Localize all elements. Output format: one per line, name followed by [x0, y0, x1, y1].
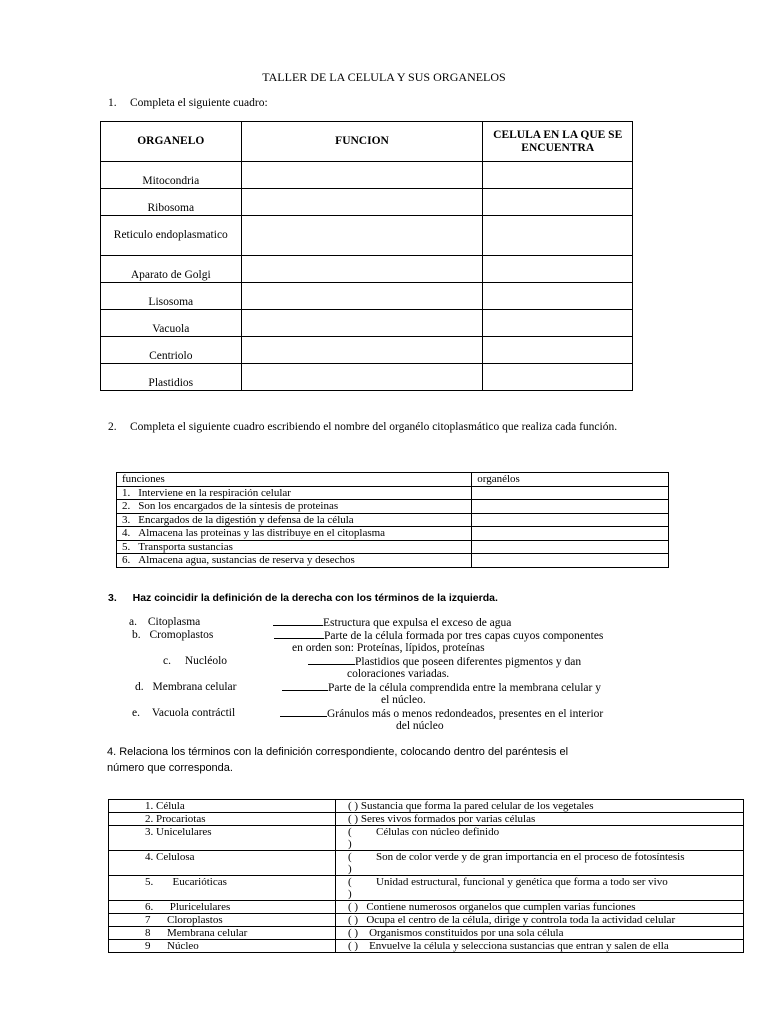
row-text: Transporta sustancias [138, 540, 233, 553]
cell-type-cell[interactable] [483, 162, 633, 189]
term-cell: 5. Eucarióticas [109, 876, 336, 901]
question-2 [108, 421, 660, 434]
function-row [117, 486, 472, 500]
definition-cell [336, 826, 744, 851]
question-1 [108, 97, 664, 110]
definition-cell [336, 927, 744, 940]
match-item-a [129, 616, 200, 629]
organelle-answer-cell[interactable] [472, 527, 669, 541]
function-row [117, 500, 472, 514]
organelle-answer-cell[interactable] [472, 540, 669, 554]
answer-blank[interactable] [274, 629, 324, 639]
organelle-answer-cell[interactable] [472, 486, 669, 500]
term-cell: 4. Celulosa [109, 851, 336, 876]
row-number: 2. [122, 500, 131, 512]
item-def: Parte de la célula formada por tres capas cuyos componentes [324, 630, 604, 642]
row-number: 6. [122, 554, 131, 566]
function-cell[interactable] [241, 283, 483, 310]
organelle-name: Mitocondria [101, 162, 242, 189]
organelle-answer-cell[interactable] [472, 500, 669, 514]
definition-text: Ocupa el centro de la célula, dirige y controla toda la actividad celular [366, 914, 676, 926]
answer-paren-close: ) [348, 863, 352, 875]
match-item-e [132, 707, 235, 720]
item-term: Citoplasma [147, 616, 201, 628]
cell-type-cell[interactable] [483, 283, 633, 310]
cell-type-cell[interactable] [483, 216, 633, 256]
organelle-name: Ribosoma [101, 189, 242, 216]
answer-blank[interactable] [308, 655, 355, 665]
term-cell: 2. Procariotas [109, 813, 336, 826]
relation-table [108, 799, 744, 953]
match-def-c [308, 655, 581, 669]
function-row [117, 554, 472, 568]
term-cell: 7 Cloroplastos [109, 914, 336, 927]
definition-cell [336, 901, 744, 914]
definition-text: Organismos constituidos por una sola célula [369, 927, 564, 939]
answer-paren[interactable]: ( ) [348, 940, 359, 952]
question-3-text: Haz coincidir la definición de la derecha con los términos de la izquierda. [132, 592, 498, 604]
question-3 [108, 592, 498, 604]
function-cell[interactable] [241, 256, 483, 283]
function-cell[interactable] [241, 162, 483, 189]
item-letter: e. [132, 707, 140, 719]
match-item-b [132, 629, 213, 642]
definition-text: Células con núcleo definido [376, 826, 500, 838]
definition-cell [336, 813, 744, 826]
question-4-text: 4. Relaciona los términos con la definición correspondiente, colocando dentro del paréntesis el [107, 746, 569, 758]
answer-blank[interactable] [273, 616, 323, 626]
item-letter: b. [132, 629, 141, 641]
answer-paren[interactable]: ( [348, 851, 352, 863]
organelle-name: Centriolo [101, 337, 242, 364]
definition-text: Contiene numerosos organelos que cumplen varias funciones [366, 901, 636, 913]
question-2-number: 2. [108, 421, 117, 433]
organelle-name: Reticulo endoplasmatico [101, 216, 242, 256]
item-def-cont: coloraciones variadas. [347, 668, 450, 680]
question-4 [107, 744, 568, 776]
row-number: 3. [122, 513, 131, 526]
cell-type-cell[interactable] [483, 256, 633, 283]
row-number: 5. [122, 540, 131, 553]
function-cell[interactable] [241, 310, 483, 337]
definition-cell [336, 914, 744, 927]
answer-paren[interactable]: ( ) [348, 813, 359, 825]
item-term: Vacuola contráctil [151, 707, 236, 719]
page-title: TALLER DE LA CELULA Y SUS ORGANELOS [262, 70, 506, 84]
item-term: Nucléolo [184, 655, 228, 667]
function-cell[interactable] [241, 216, 483, 256]
header-celula: CELULA EN LA QUE SE ENCUENTRA [483, 122, 633, 162]
function-row [117, 540, 472, 554]
answer-paren[interactable]: ( ) [348, 927, 359, 939]
organelle-name: Aparato de Golgi [101, 256, 242, 283]
answer-blank[interactable] [282, 681, 328, 691]
organelle-answer-cell[interactable] [472, 513, 669, 527]
item-def-cont: del núcleo [396, 720, 444, 732]
item-term: Membrana celular [152, 681, 237, 693]
term-cell: 3. Unicelulares [109, 826, 336, 851]
organelle-name: Plastidios [101, 364, 242, 391]
definition-cell [336, 940, 744, 953]
definition-cell [336, 876, 744, 901]
answer-paren-close: ) [348, 888, 352, 900]
match-item-c [163, 655, 227, 668]
function-cell[interactable] [241, 364, 483, 391]
question-3-number: 3. [108, 592, 117, 604]
row-text: Encargados de la digestión y defensa de la célula [138, 513, 354, 526]
match-def-b [274, 629, 603, 643]
term-cell: 8 Membrana celular [109, 927, 336, 940]
answer-paren[interactable]: ( [348, 876, 352, 888]
answer-paren[interactable]: ( ) [348, 901, 359, 913]
function-cell[interactable] [241, 189, 483, 216]
cell-type-cell[interactable] [483, 337, 633, 364]
row-number: 1. [122, 486, 131, 499]
item-letter: c. [163, 655, 171, 667]
row-text: Interviene en la respiración celular [138, 486, 291, 499]
answer-paren[interactable]: ( [348, 826, 352, 838]
item-letter: a. [129, 616, 137, 628]
item-def: Plastidios que poseen diferentes pigmentos y dan [355, 656, 582, 668]
header-organelos: organélos [472, 473, 669, 487]
header-funcion: FUNCION [241, 122, 483, 162]
definition-text: Sustancia que forma la pared celular de los vegetales [360, 800, 594, 812]
item-def: Estructura que expulsa el exceso de agua [323, 617, 512, 629]
term-cell: 6. Pluricelulares [109, 901, 336, 914]
definition-cell [336, 851, 744, 876]
question-2-text: Completa el siguiente cuadro escribiendo el nombre del organélo citoplasmático que realiza cada función. [130, 421, 618, 433]
question-4-text-cont: número que corresponda. [107, 762, 233, 774]
cell-type-cell[interactable] [483, 364, 633, 391]
answer-paren[interactable]: ( ) [348, 914, 359, 926]
header-organelo: ORGANELO [101, 122, 242, 162]
cell-type-cell[interactable] [483, 310, 633, 337]
definition-text: Son de color verde y de gran importancia en el proceso de fotosíntesis [376, 851, 685, 863]
question-1-text: Completa el siguiente cuadro: [130, 97, 268, 109]
organelle-answer-cell[interactable] [472, 554, 669, 568]
row-text: Almacena agua, sustancias de reserva y desechos [138, 554, 355, 566]
function-table [116, 472, 669, 568]
match-def-d [282, 681, 601, 695]
organelle-name: Vacuola [101, 310, 242, 337]
row-number: 4. [122, 527, 131, 539]
term-cell: 1. Célula [109, 800, 336, 813]
organelle-table [100, 121, 633, 391]
definition-text: Unidad estructural, funcional y genética que forma a todo ser vivo [376, 876, 668, 888]
item-def: Gránulos más o menos redondeados, presentes en el interior [327, 708, 604, 720]
item-def-cont: en orden son: Proteínas, lípidos, proteínas [292, 642, 485, 654]
function-cell[interactable] [241, 337, 483, 364]
term-cell: 9 Núcleo [109, 940, 336, 953]
item-def-cont: el núcleo. [381, 694, 426, 706]
row-text: Almacena las proteinas y las distribuye en el citoplasma [138, 527, 386, 539]
cell-type-cell[interactable] [483, 189, 633, 216]
definition-text: Envuelve la célula y selecciona sustancias que entran y salen de ella [369, 940, 669, 952]
answer-paren[interactable]: ( ) [348, 800, 359, 812]
answer-paren-close: ) [348, 838, 352, 850]
function-row [117, 513, 472, 527]
item-letter: d. [135, 681, 144, 693]
organelle-name: Lisosoma [101, 283, 242, 310]
item-def: Parte de la célula comprendida entre la membrana celular y [328, 682, 601, 694]
match-def-a [273, 616, 511, 630]
answer-blank[interactable] [280, 707, 327, 717]
function-row [117, 527, 472, 541]
match-def-e [280, 707, 603, 721]
match-item-d [135, 681, 236, 694]
question-1-number: 1. [108, 97, 117, 109]
definition-text: Seres vivos formados por varias células [360, 813, 536, 825]
item-term: Cromoplastos [149, 629, 214, 641]
header-funciones: funciones [117, 473, 472, 487]
row-text: Son los encargados de la síntesis de proteinas [138, 500, 339, 512]
definition-cell [336, 800, 744, 813]
